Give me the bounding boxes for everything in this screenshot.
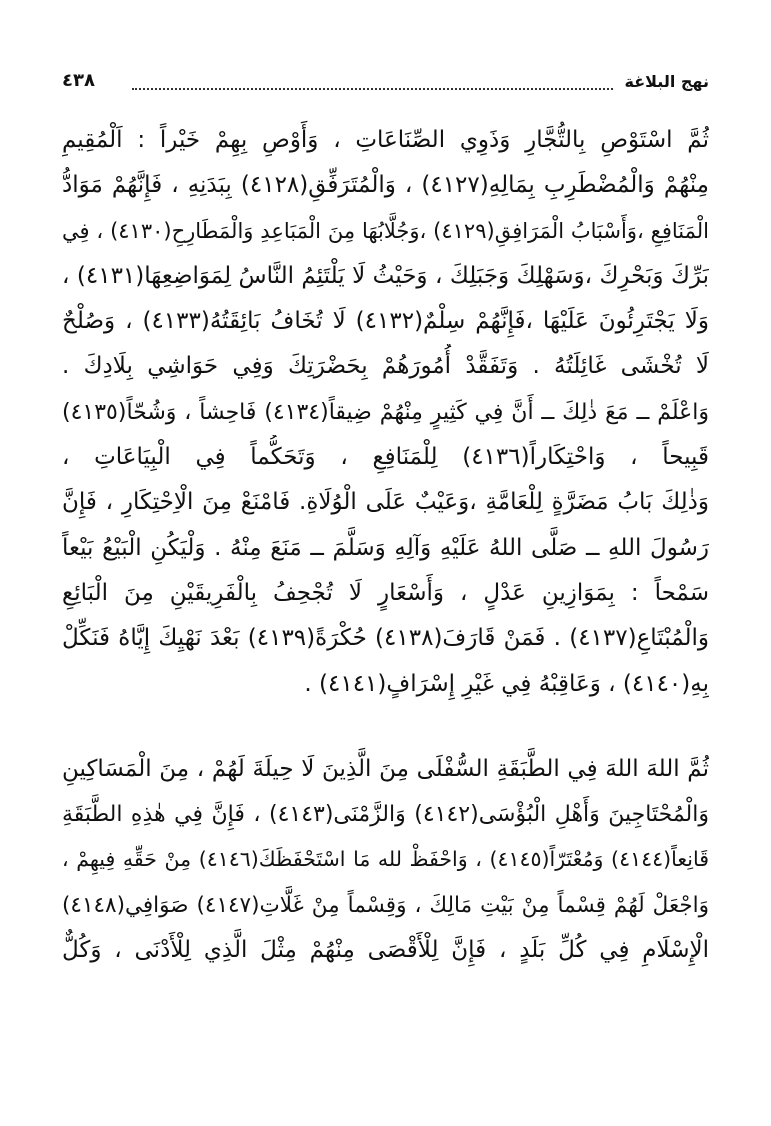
text-line: قَبِيحاً ، وَاحْتِكَاراً(٤١٣٦) لِلْمَنَافِعِ ، وَتَحَكُّماً فِي الْبِيَاعَاتِ ،: [62, 444, 709, 471]
text-line: رَسُولَ اللهِ ــ صَلَّى اللهُ عَلَيْهِ وَآلِهِ وَسَلَّمَ ــ مَنَعَ مِنْهُ . وَلْيَكُنِ الْبَيْعُ بَيْعاً: [62, 534, 709, 561]
dotted-rule: [132, 88, 613, 90]
page-number: ٤٣٨: [62, 70, 95, 91]
text-line: الْمَنَافِعِ ،وَأَسْبَابُ الْمَرَافِقِ(٤١٢٩) ،وَجُلَّابُهَا مِنَ الْمَبَاعِدِ وَالْمَطَارِحِ(٤١٣٠) ، فِي: [62, 218, 709, 243]
text-line: مِنْهُمْ وَالْمُضْطَرِبِ بِمَالِهِ(٤١٢٧) ، وَالْمُتَرَفِّقِ(٤١٢٨) بِبَدَنِهِ ، فَإِنَّهُمْ مَوَادُّ: [62, 172, 709, 199]
book-title: نهج البلاغة: [624, 72, 709, 91]
text-line: ثُمَّ اسْتَوْصِ بِالتُّجَّارِ وَذَوِي الصِّنَاعَاتِ ، وَأَوْصِ بِهِمْ خَيْراً : اَلْمُقِيمِ: [62, 127, 709, 153]
text-line: سَمْحاً : بِمَوَازِينِ عَدْلٍ ، وَأَسْعَارٍ لَا تُجْحِفُ بِالْفَرِيقَيْنِ مِنَ الْبَائِعِ: [62, 579, 709, 606]
text-line: وَلَا يَجْتَرِئُونَ عَلَيْهَا ،فَإِنَّهُمْ سِلْمٌ(٤١٣٢) لَا تُخَافُ بَائِقَتُهُ(٤١٣٣) ، وَصُلْحٌ: [62, 308, 709, 335]
text-line: الْإِسْلَامِ فِي كُلِّ بَلَدٍ ، فَإِنَّ لِلْأَقْصَى مِنْهُمْ مِثْلَ الَّذِي لِلْأَدْنَى ، وَكُلٌّ: [62, 937, 709, 964]
paragraph-lower-class: [62, 747, 709, 973]
text-line: وَذٰلِكَ بَابُ مَضَرَّةٍ لِلْعَامَّةِ ،وَعَيْبٌ عَلَى الْوُلَاةِ. فَامْنَعْ مِنَ الْاِحْتِكَارِ ، فَإِنَّ: [62, 489, 709, 516]
running-header: [62, 52, 709, 92]
text-line: وَاجْعَلْ لَهُمْ قِسْماً مِنْ بَيْتِ مَالِكَ ، وَقِسْماً مِنْ غَلَّاتِ(٤١٤٧) صَوَافِي(٤١٤٨): [62, 892, 709, 918]
text-line: بَرِّكَ وَبَحْرِكَ ،وَسَهْلِكَ وَجَبَلِكَ ، وَحَيْثُ لَا يَلْتَئِمُ النَّاسُ لِمَوَاضِعِهَا(٤١٣١) ،: [62, 262, 709, 289]
paragraph-traders: [62, 118, 709, 707]
text-line: وَالْمُحْتَاجِينَ وَأَهْلِ الْبُؤْسَى(٤١٤٢) وَالزَّمْنَى(٤١٤٣) ، فَإِنَّ فِي هٰذِهِ الطَّبَقَةِ: [62, 802, 709, 828]
paragraph-spacer: [62, 707, 709, 747]
text-line: قَانِعاً(٤١٤٤) وَمُعْتَرّاً(٤١٤٥) ، وَاحْفَظْ لله مَا اسْتَحْفَظَكَ(٤١٤٦) مِنْ حَقِّهِ فِيهِمْ ،: [62, 847, 709, 872]
text-line: وَالْمُبْتَاعِ(٤١٣٧) . فَمَنْ قَارَفَ(٤١٣٨) حُكْرَةً(٤١٣٩) بَعْدَ نَهْيِكَ إِيَّاهُ فَنَكِّلْ: [62, 625, 709, 652]
text-line: بِهِ(٤١٤٠) ، وَعَاقِبْهُ فِي غَيْرِ إِسْرَافٍ(٤١٤١) .: [304, 670, 709, 697]
text-line: ثُمَّ اللهَ اللهَ فِي الطَّبَقَةِ السُّفْلَى مِنَ الَّذِينَ لَا حِيلَةَ لَهُمْ ، مِنَ الْمَسَاكِينِ: [62, 755, 709, 782]
text-line: لَا تُخْشَى غَائِلَتُهُ . وَتَفَقَّدْ أُمُورَهُمْ بِحَضْرَتِكَ وَفِي حَوَاشِي بِلَادِكَ .: [62, 353, 709, 380]
text-line: وَاعْلَمْ ــ مَعَ ذٰلِكَ ــ أَنَّ فِي كَثِيرٍ مِنْهُمْ ضِيقاً(٤١٣٤) فَاحِشاً ، وَشُحّاً(٤١٣٥): [62, 399, 709, 425]
body-text: [62, 118, 709, 973]
